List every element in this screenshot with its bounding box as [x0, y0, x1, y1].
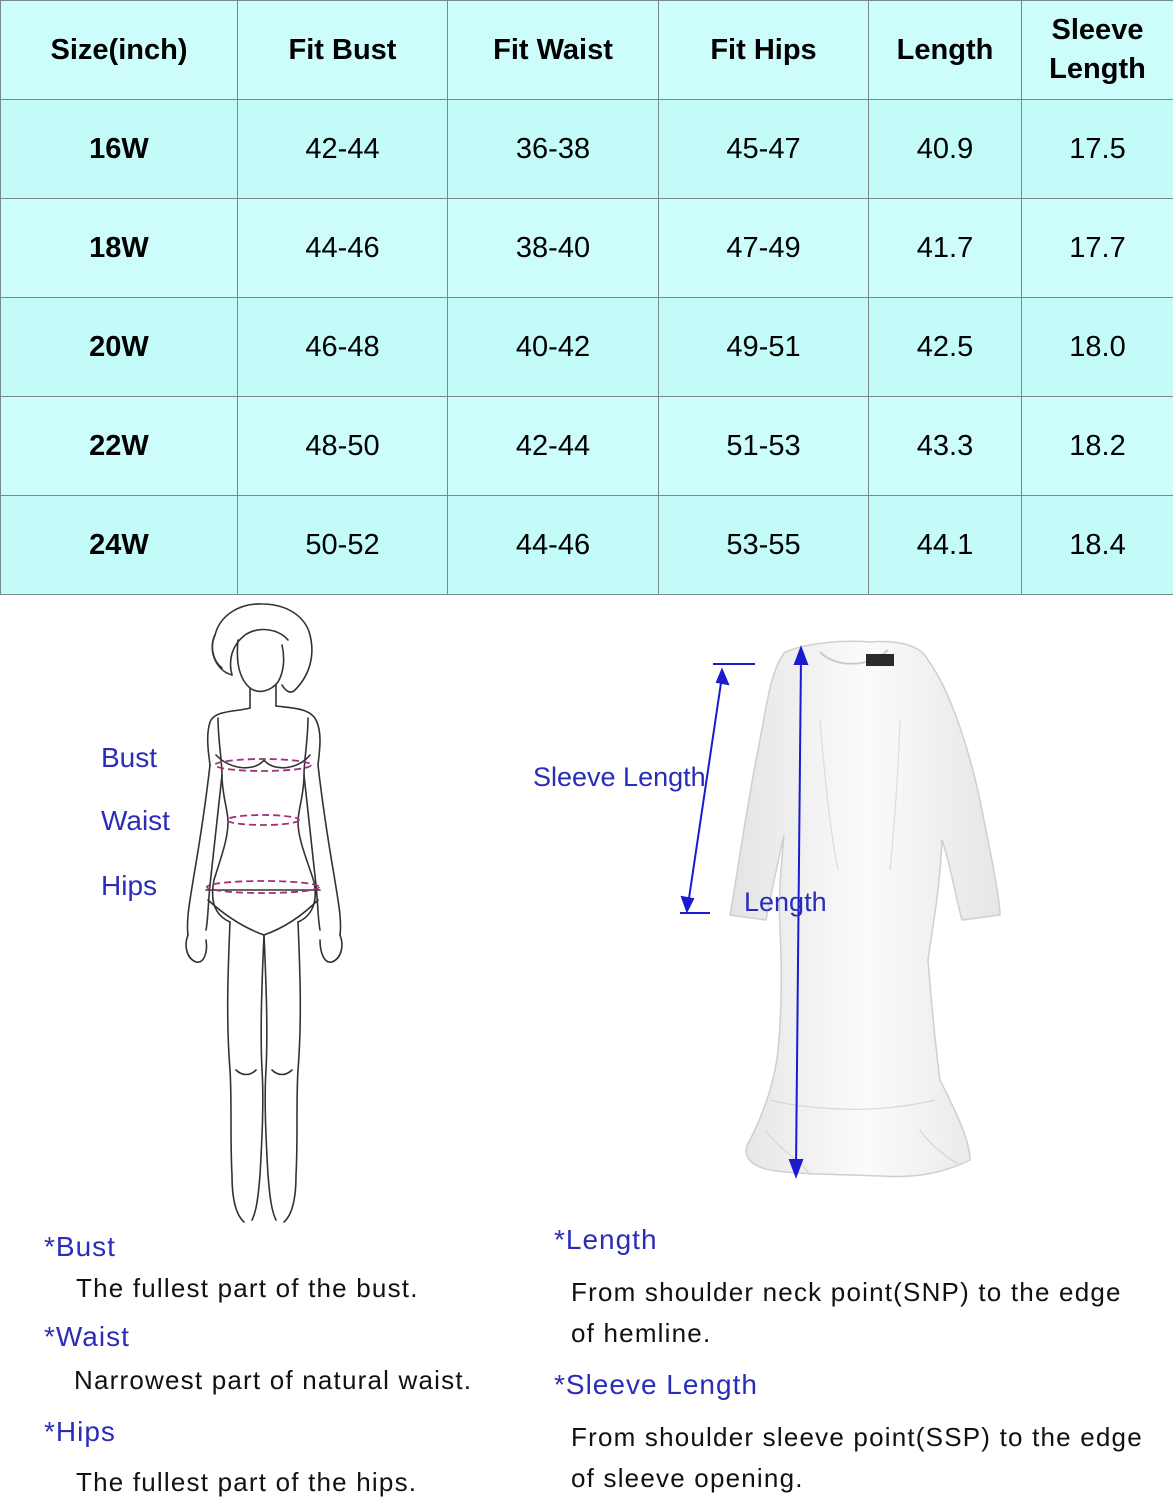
- bust-cell: 46-48: [238, 298, 448, 397]
- size-cell: 16W: [1, 100, 238, 199]
- bust-cell: 42-44: [238, 100, 448, 199]
- sleeve-length-cell: 18.0: [1022, 298, 1173, 397]
- waist-cell: 44-46: [448, 496, 659, 595]
- length-desc-text: From shoulder neck point(SNP) to the edge of hemline.: [571, 1277, 1122, 1348]
- table-row: [1, 397, 1173, 496]
- header-fit-hips: Fit Hips: [659, 1, 869, 100]
- length-cell: 40.9: [869, 100, 1022, 199]
- waist-cell: 36-38: [448, 100, 659, 199]
- hips-cell: 47-49: [659, 199, 869, 298]
- table-row: [1, 100, 1173, 199]
- sleeve-length-label: Sleeve Length: [533, 762, 706, 792]
- header-length: Length: [869, 1, 1022, 100]
- hips-label: Hips: [101, 870, 158, 901]
- body-outline-figure: [170, 600, 360, 1230]
- waist-cell: 42-44: [448, 397, 659, 496]
- size-chart-table: [0, 0, 1173, 595]
- length-cell: 44.1: [869, 496, 1022, 595]
- size-cell: 22W: [1, 397, 238, 496]
- length-cell: 42.5: [869, 298, 1022, 397]
- size-cell: 18W: [1, 199, 238, 298]
- hips-desc-title: *Hips: [44, 1416, 116, 1447]
- size-cell: 24W: [1, 496, 238, 595]
- header-fit-waist: Fit Waist: [448, 1, 659, 100]
- hips-desc-text: The fullest part of the hips.: [76, 1467, 418, 1497]
- length-cell: 43.3: [869, 397, 1022, 496]
- size-cell: 20W: [1, 298, 238, 397]
- header-fit-bust: Fit Bust: [238, 1, 448, 100]
- bust-cell: 50-52: [238, 496, 448, 595]
- bust-label: Bust: [101, 742, 158, 773]
- sleeve-length-desc-title: *Sleeve Length: [554, 1369, 758, 1400]
- sleeve-length-cell: 17.5: [1022, 100, 1173, 199]
- table-row: [1, 199, 1173, 298]
- waist-label: Waist: [101, 805, 170, 836]
- bust-cell: 48-50: [238, 397, 448, 496]
- waist-cell: 40-42: [448, 298, 659, 397]
- bust-desc-title: *Bust: [44, 1231, 116, 1262]
- bust-desc-text: The fullest part of the bust.: [76, 1273, 419, 1303]
- hips-cell: 51-53: [659, 397, 869, 496]
- table-header-row: [1, 1, 1173, 100]
- white-dress-figure: [670, 630, 1020, 1190]
- table-row: [1, 298, 1173, 397]
- sleeve-length-cell: 17.7: [1022, 199, 1173, 298]
- waist-desc-text: Narrowest part of natural waist.: [74, 1365, 473, 1395]
- sleeve-length-cell: 18.4: [1022, 496, 1173, 595]
- hips-cell: 53-55: [659, 496, 869, 595]
- length-desc-title: *Length: [554, 1224, 658, 1255]
- sleeve-length-desc-text: From shoulder sleeve point(SSP) to the edge of sleeve opening.: [571, 1422, 1143, 1493]
- hips-cell: 45-47: [659, 100, 869, 199]
- hips-cell: 49-51: [659, 298, 869, 397]
- table-row: [1, 496, 1173, 595]
- length-label: Length: [744, 887, 827, 917]
- header-size: Size(inch): [1, 1, 238, 100]
- header-sleeve-length: Sleeve Length: [1022, 1, 1173, 100]
- length-cell: 41.7: [869, 199, 1022, 298]
- sleeve-length-cell: 18.2: [1022, 397, 1173, 496]
- waist-desc-title: *Waist: [44, 1321, 130, 1352]
- bust-cell: 44-46: [238, 199, 448, 298]
- waist-cell: 38-40: [448, 199, 659, 298]
